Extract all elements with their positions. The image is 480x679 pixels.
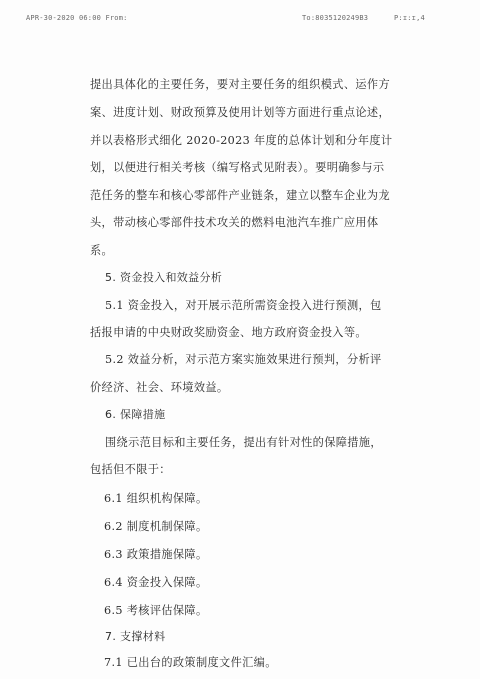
paragraph-line: 并以表格形式细化 2020-2023 年度的总体计划和分年度计 xyxy=(90,134,393,147)
item-5-1-line: 5.1 资金投入，对开展示范所需资金投入进行预测，包 xyxy=(105,299,382,312)
paragraph-line: 划，以便进行相关考核（编写格式见附表）。要明确参与示 xyxy=(90,161,385,174)
section-6-intro-line: 围绕示范目标和主要任务，提出有针对性的保障措施， xyxy=(105,436,382,449)
list-item-6-5: 6.5 考核评估保障。 xyxy=(104,604,208,617)
item-5-2-line: 价经济、社会、环境效益。 xyxy=(90,381,229,394)
paragraph-line: 头，带动核心零部件技术攻关的燃料电池汽车推广应用体 xyxy=(90,216,379,229)
section-heading-5: 5. 资金投入和效益分析 xyxy=(105,271,223,284)
list-item-6-1: 6.1 组织机构保障。 xyxy=(104,492,208,505)
list-item-7-1: 7.1 已出台的政策制度文件汇编。 xyxy=(104,656,277,669)
list-item-6-3: 6.3 政策措施保障。 xyxy=(104,548,208,561)
paragraph-line: 系。 xyxy=(90,244,114,257)
item-5-2-line: 5.2 效益分析，对示范方案实施效果进行预判，分析评 xyxy=(105,353,382,366)
paragraph-line: 案、进度计划、财政预算及使用计划等方面进行重点论述， xyxy=(90,106,390,119)
paragraph-line: 范任务的整车和核心零部件产业链条，建立以整车企业为龙 xyxy=(90,189,390,202)
section-6-intro-line: 包括但不限于： xyxy=(90,463,171,476)
list-item-6-4: 6.4 资金投入保障。 xyxy=(104,576,208,589)
list-item-6-2: 6.2 制度机制保障。 xyxy=(104,520,208,533)
section-heading-7: 7. 支撑材料 xyxy=(105,630,166,643)
fax-page-line: P:ɪ:ɪ,4 xyxy=(394,14,425,22)
paragraph-line: 提出具体化的主要任务，要对主要任务的组织模式、运作方 xyxy=(90,78,390,91)
section-heading-6: 6. 保障措施 xyxy=(105,408,166,421)
item-5-1-line: 括报申请的中央财政奖励资金、地方政府资金投入等。 xyxy=(90,326,367,339)
fax-to-line: To:8035120249B3 xyxy=(302,14,369,22)
fax-sender-line: APR-30-2020 06:00 From: xyxy=(26,14,128,22)
